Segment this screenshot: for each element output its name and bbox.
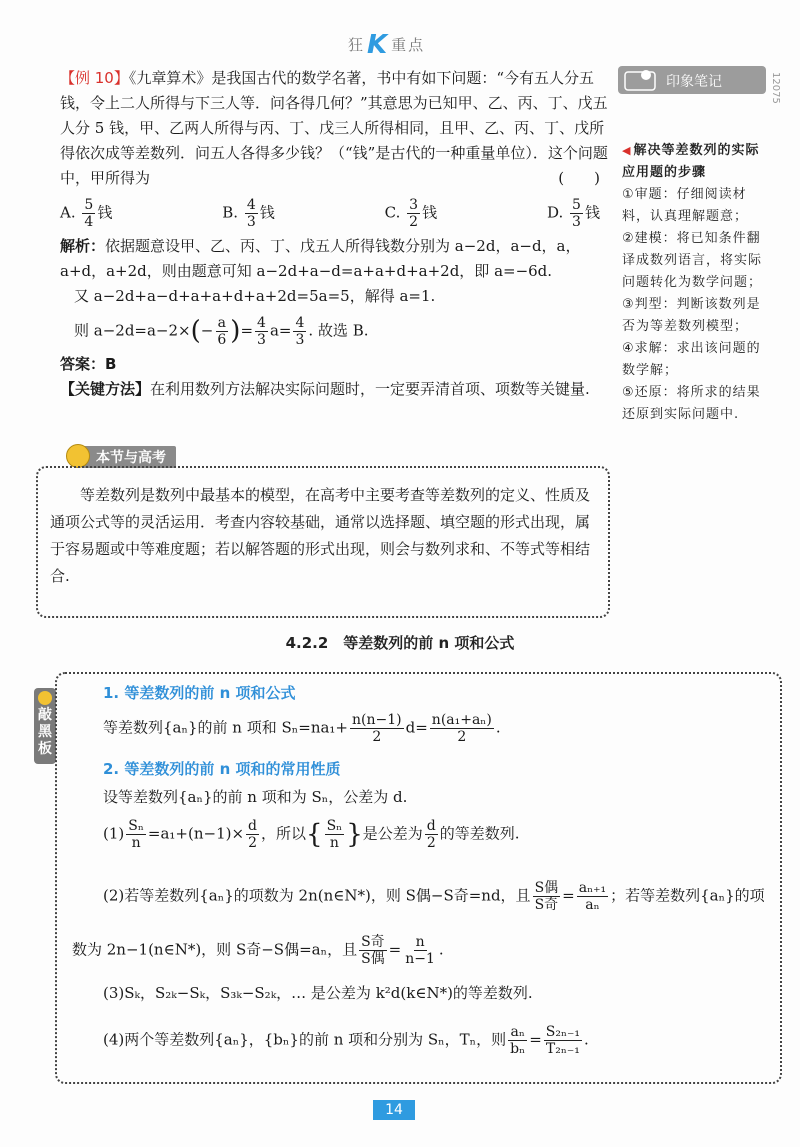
section-subtitle: 4.2.2 等差数列的前 n 项和公式 (285, 634, 515, 652)
sidebar-notes (622, 140, 772, 426)
option-b: B. $\frac{4}{3}$ 钱 (222, 197, 275, 230)
option-d: D. $\frac{5}{3}$ 钱 (547, 197, 600, 230)
bb-prop-3: (3)Sₖ，S₂ₖ−Sₖ，S₃ₖ−S₂ₖ，… 是公差为 k²d(k∈N*)的等差数列. (103, 984, 533, 1002)
brand-logo: 狂K 重点 (348, 30, 426, 60)
lightbulb-icon (66, 444, 90, 468)
bb-prop-4: (4)两个等差数列{aₙ}，{bₙ}的前 n 项和分别为 Sₙ，Tₙ，则 $\frac{\text{aₙ}}{\text{bₙ}}$ = $\frac{\text{S₂ₙ₋₁}}{\text{T₂ₙ₋₁}}$ . (103, 1024, 589, 1057)
bb-prop-1: (1) $\frac{\text{Sₙ}}{n}$ =a₁+(n−1)× $\frac{d}{2}$ ，所以{ $\frac{\text{Sₙ}}{n}$ }是公差为 $\frac{d}{2}$ 的等差数列. (103, 818, 520, 851)
bb-heading-1: 1. 等差数列的前 n 项和公式 (103, 684, 296, 702)
sidebar-heading: ◀ 解决等差数列的实际应用题的步骤 (622, 140, 772, 184)
gaokao-text: 等差数列是数列中最基本的模型，在高考中主要考查等差数列的定义、性质及通项公式等的灵活运用．考查内容较基础，通常以选择题、填空题的形式出现，属于容易题或中等难度题；若以解答题的形式出现，则会与数列求和、不等式等相结合. (50, 486, 591, 585)
option-c: C. $\frac{3}{2}$ 钱 (384, 197, 438, 230)
solution: 解析：依据题意设甲、乙、丙、丁、戊五人所得钱数分别为 a−2d，a−d，a，a+d，a+2d，则由题意可知 a−2d+a−d=a+a+d+a+2d，即 a=−6d. (60, 237, 581, 280)
sidebar-code: 12075 (770, 72, 781, 104)
sidebar-step: ①审题：仔细阅读材料，认真理解题意； (622, 187, 749, 224)
example-block (60, 66, 608, 402)
bb-formula-1: 等差数列{aₙ}的前 n 项和 Sₙ=na₁+ $\frac{n(n-1)}{2}$ d= $\frac{\text{n(a₁+aₙ)}}{2}$ . (103, 712, 501, 745)
lightbulb-icon (38, 691, 52, 705)
sidebar-header: 印象笔记 (618, 66, 766, 94)
answer-options (60, 197, 600, 230)
solution-line-3: 则 a−2d=a−2×(− $\frac{a}{6}$ )= $\frac{4}{3}$ a= $\frac{4}{3}$ . 故选 B. (74, 315, 369, 348)
solution-line-2: 又 a−2d+a−d+a+a+d+a+2d=5a=5，解得 a=1. (74, 287, 436, 305)
sidebar-step: ③判型：判断该数列是否为等差数列模型； (622, 297, 761, 334)
bb-prop-2b: 数为 2n−1(n∈N*)，则 S奇−S偶=aₙ，且 $\frac{\text{S奇}}{\text{S偶}}$ = $\frac{n}{n-1}$ . (72, 934, 444, 967)
option-a: A. $\frac{5}{4}$ 钱 (60, 197, 113, 230)
key-method: 【关键方法】在利用数列方法解决实际问题时，一定要弄清首项、项数等关键量. (60, 380, 590, 398)
answer: 答案：B (60, 355, 117, 373)
sidebar-step: ②建模：将已知条件翻译成数列语言，将实际问题转化为数学问题； (622, 231, 763, 290)
page-number: 14 (373, 1100, 415, 1120)
bb-heading-2: 2. 等差数列的前 n 项和的常用性质 (103, 760, 341, 778)
note-logo-icon (624, 68, 658, 92)
example-problem: 【例 10】《九章算术》是我国古代的数学名著，书中有如下问题：“今有五人分五钱，令上二人所得与下三人等．问各得几何？”其意思为已知甲、乙、丙、丁、戊五人分 5 钱，甲、乙两人所得与丙、丁、戊三人所得相同，且甲、乙、丙、丁、戊所得依次成等差数列．问五人各得多少钱？（“钱”是古代的一种重量单位）．这个问题中，甲所得为 ( ) (60, 69, 608, 187)
gaokao-box (36, 466, 610, 618)
bb-prop-2: (2)若等差数列{aₙ}的项数为 2n(n∈N*)，则 S偶−S奇=nd，且 $\frac{\text{S偶}}{\text{S奇}}$ = $\frac{\text{aₙ₊₁}}{\text{aₙ}}$ ；若等差数列{aₙ}的项 (103, 880, 765, 913)
sidebar-step: ④求解：求出该问题的数学解； (622, 341, 761, 378)
sidebar-step: ⑤还原：将所求的结果还原到实际问题中. (622, 385, 761, 422)
bb-prop-intro: 设等差数列{aₙ}的前 n 项和为 Sₙ，公差为 d. (103, 788, 408, 806)
blackboard-strip: 敲 黑 板 (34, 688, 56, 764)
